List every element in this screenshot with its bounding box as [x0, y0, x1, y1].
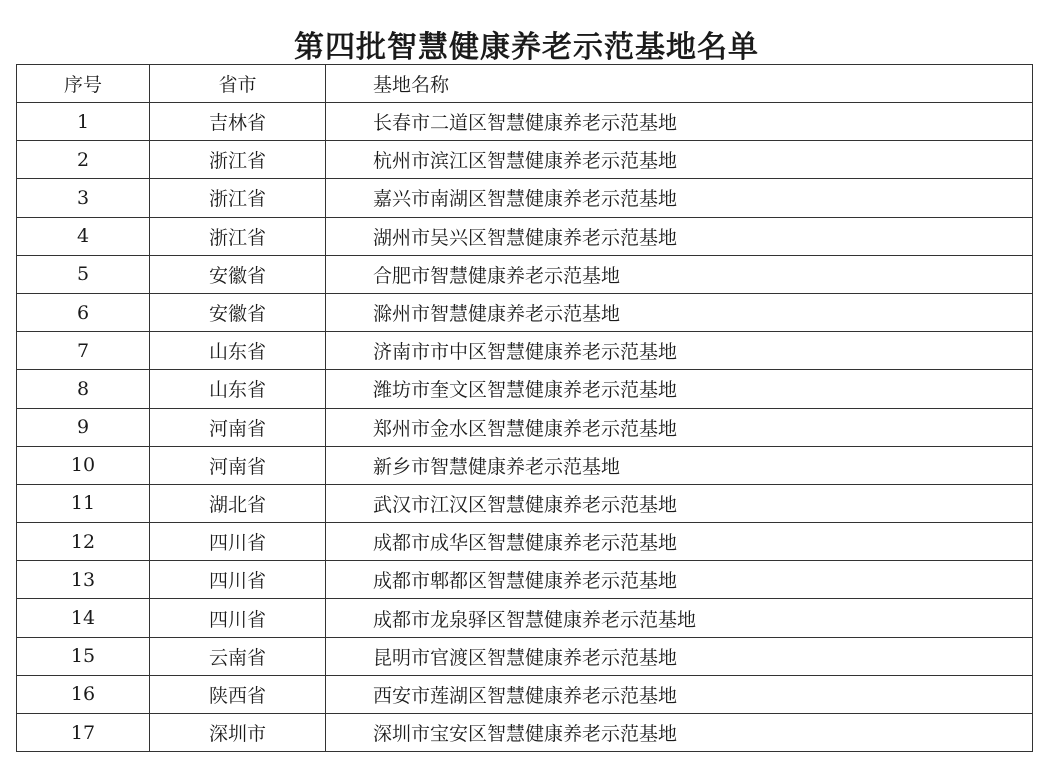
row-index-cell: 12	[17, 523, 150, 561]
row-name-cell: 成都市龙泉驿区智慧健康养老示范基地	[326, 599, 1033, 637]
table-row	[17, 408, 1033, 446]
row-province-cell: 浙江省	[150, 179, 326, 217]
row-province-cell: 吉林省	[150, 103, 326, 141]
row-name-cell: 昆明市官渡区智慧健康养老示范基地	[326, 637, 1033, 675]
row-name-cell: 湖州市吴兴区智慧健康养老示范基地	[326, 217, 1033, 255]
table-row	[17, 484, 1033, 522]
row-name-cell: 合肥市智慧健康养老示范基地	[326, 255, 1033, 293]
table-row	[17, 637, 1033, 675]
column-header-name: 基地名称	[326, 65, 1033, 103]
row-province-cell: 浙江省	[150, 141, 326, 179]
row-name-cell: 潍坊市奎文区智慧健康养老示范基地	[326, 370, 1033, 408]
row-name-cell: 新乡市智慧健康养老示范基地	[326, 446, 1033, 484]
row-name-cell: 武汉市江汉区智慧健康养老示范基地	[326, 484, 1033, 522]
row-province-cell: 安徽省	[150, 293, 326, 331]
table-row	[17, 103, 1033, 141]
row-index-cell: 3	[17, 179, 150, 217]
row-province-cell: 四川省	[150, 599, 326, 637]
row-name-cell: 嘉兴市南湖区智慧健康养老示范基地	[326, 179, 1033, 217]
row-province-cell: 陕西省	[150, 675, 326, 713]
table-row	[17, 446, 1033, 484]
row-name-cell: 长春市二道区智慧健康养老示范基地	[326, 103, 1033, 141]
row-name-cell: 成都市郫都区智慧健康养老示范基地	[326, 561, 1033, 599]
table-body	[17, 103, 1033, 752]
row-province-cell: 湖北省	[150, 484, 326, 522]
row-province-cell: 河南省	[150, 408, 326, 446]
row-name-cell: 滁州市智慧健康养老示范基地	[326, 293, 1033, 331]
table-row	[17, 714, 1033, 752]
table-row	[17, 141, 1033, 179]
row-province-cell: 安徽省	[150, 255, 326, 293]
table-row	[17, 217, 1033, 255]
row-index-cell: 10	[17, 446, 150, 484]
row-index-cell: 16	[17, 675, 150, 713]
row-name-cell: 西安市莲湖区智慧健康养老示范基地	[326, 675, 1033, 713]
row-index-cell: 7	[17, 332, 150, 370]
row-province-cell: 河南省	[150, 446, 326, 484]
row-province-cell: 深圳市	[150, 714, 326, 752]
row-index-cell: 5	[17, 255, 150, 293]
table-row	[17, 255, 1033, 293]
row-province-cell: 浙江省	[150, 217, 326, 255]
table-row	[17, 599, 1033, 637]
row-province-cell: 山东省	[150, 370, 326, 408]
row-name-cell: 成都市成华区智慧健康养老示范基地	[326, 523, 1033, 561]
base-list-table	[16, 64, 1033, 752]
row-index-cell: 11	[17, 484, 150, 522]
row-name-cell: 郑州市金水区智慧健康养老示范基地	[326, 408, 1033, 446]
row-index-cell: 8	[17, 370, 150, 408]
row-province-cell: 云南省	[150, 637, 326, 675]
row-index-cell: 9	[17, 408, 150, 446]
table-row	[17, 332, 1033, 370]
row-index-cell: 17	[17, 714, 150, 752]
row-index-cell: 14	[17, 599, 150, 637]
table-row	[17, 293, 1033, 331]
table-row	[17, 370, 1033, 408]
row-index-cell: 4	[17, 217, 150, 255]
row-province-cell: 四川省	[150, 561, 326, 599]
table-row	[17, 675, 1033, 713]
row-province-cell: 四川省	[150, 523, 326, 561]
row-index-cell: 13	[17, 561, 150, 599]
row-name-cell: 深圳市宝安区智慧健康养老示范基地	[326, 714, 1033, 752]
row-index-cell: 15	[17, 637, 150, 675]
row-index-cell: 6	[17, 293, 150, 331]
table-row	[17, 523, 1033, 561]
document-title: 第四批智慧健康养老示范基地名单	[294, 30, 759, 65]
table-row	[17, 561, 1033, 599]
row-name-cell: 杭州市滨江区智慧健康养老示范基地	[326, 141, 1033, 179]
column-header-province: 省市	[150, 65, 326, 103]
table-row	[17, 179, 1033, 217]
row-index-cell: 2	[17, 141, 150, 179]
table-header-row	[17, 65, 1033, 103]
column-header-index: 序号	[17, 65, 150, 103]
row-index-cell: 1	[17, 103, 150, 141]
row-province-cell: 山东省	[150, 332, 326, 370]
row-name-cell: 济南市市中区智慧健康养老示范基地	[326, 332, 1033, 370]
